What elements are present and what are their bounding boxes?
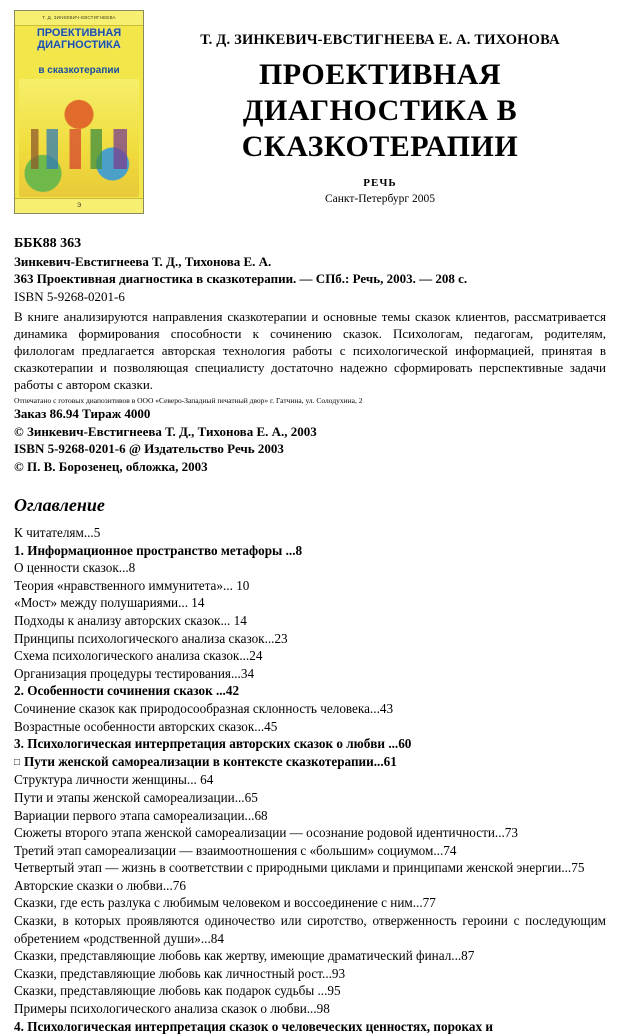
toc-item: Авторские сказки о любви...76	[14, 877, 186, 893]
toc-item: О ценности сказок...8	[14, 560, 136, 576]
bbk-code: ББК88 363	[14, 236, 82, 251]
isbn-publisher: ISBN 5-9268-0201-6 @ Издательство Речь 2003	[14, 441, 284, 456]
toc-item: Сказки, представляющие любовь как личностный рост...93	[14, 965, 346, 981]
order-print-run: Заказ 86.94 Тираж 4000	[14, 406, 151, 421]
toc-item: 3. Психологическая интерпретация авторских сказок о любви ...60	[14, 736, 412, 752]
toc-item: Сказки, представляющие любовь как подарок судьбы ...95	[14, 983, 341, 999]
printing-house-note: Отпечатано с готовых диапозитивов в ООО «Северо-Западный печатный двор» г. Гатчина, ул. Солодухина, 2	[14, 396, 363, 405]
toc-item: Третий этап самореализации — взаимоотношения с «большим» социумом...74	[14, 842, 457, 858]
imprint-block	[14, 236, 606, 475]
toc-item: Сочинение сказок как природосообразная склонность человека...43	[14, 700, 394, 716]
toc-item: Организация процедуры тестирования...34	[14, 665, 255, 681]
cover-footer: Э	[15, 198, 143, 213]
copyright-authors: © Зинкевич-Евстигнеева Т. Д., Тихонова Е. А., 2003	[14, 423, 317, 439]
title-block	[154, 10, 606, 205]
toc-item: Схема психологического анализа сказок...24	[14, 648, 263, 664]
toc-item: Подходы к анализу авторских сказок... 14	[14, 612, 247, 628]
city-year: Санкт-Петербург 2005	[324, 193, 435, 205]
annotation-text: В книге анализируются направления сказкотерапии и основные темы сказок клиентов, рассматривается динамика формирования способности к сочинению сказок. Психологам, педагогам, родителям, филологам предлагается авторская технология работы с психологической информацией, принятая в сказкотерапии и позволяющая специалисту достаточно надежно сформировать перспективные задачи работы с автором сказки.	[14, 309, 606, 392]
toc-item: Возрастные особенности авторских сказок...45	[14, 718, 278, 734]
cover-title: ПРОЕКТИВНАЯ ДИАГНОСТИКА	[36, 27, 122, 51]
cover-author-band: Т. Д. ЗИНКЕВИЧ-ЕВСТИГНЕЕВА	[15, 11, 143, 26]
toc-item: 1. Информационное пространство метафоры ...8	[14, 542, 303, 558]
authors-line: Т. Д. ЗИНКЕВИЧ-ЕВСТИГНЕЕВА Е. А. ТИХОНОВА	[200, 32, 560, 48]
toc-item: Пути и этапы женской самореализации...65	[14, 789, 258, 805]
toc-item: «Мост» между полушариями... 14	[14, 595, 205, 611]
toc-item: К читателям...5	[14, 525, 101, 540]
cover-artwork	[19, 79, 139, 197]
isbn-top: ISBN 5-9268-0201-6	[14, 288, 125, 304]
toc-item: Четвертый этап — жизнь в соответствии с природными циклами и принципами женской энергии...75	[14, 860, 585, 876]
contents-heading: Оглавление	[14, 495, 105, 515]
book-header	[14, 10, 606, 214]
toc-item: Теория «нравственного иммунитета»... 10	[14, 577, 250, 593]
page-title: ПРОЕКТИВНАЯ ДИАГНОСТИКА В СКАЗКОТЕРАПИИ	[241, 58, 519, 163]
publisher-name: РЕЧЬ	[363, 177, 397, 189]
toc-item: Сказки, в которых проявляются одиночество или сиротство, отверженность героини с последующим обретением «родственной души»...84	[14, 913, 606, 946]
toc-item: Сюжеты второго этапа женской самореализации — осознание родовой идентичности...73	[14, 825, 518, 841]
toc-item: 4. Психологическая интерпретация сказок о человеческих ценностях, пороках и	[14, 1018, 493, 1034]
cover-subtitle: в сказкотерапии	[38, 65, 120, 76]
table-of-contents	[14, 524, 606, 1035]
toc-item: Примеры психологического анализа сказок о любви...98	[14, 1001, 330, 1017]
toc-item: Сказки, представляющие любовь как жертву, имеющие драматический финал...87	[14, 948, 475, 964]
imprint-citation: 363 Проективная диагностика в сказкотерапии. — СПб.: Речь, 2003. — 208 с.	[14, 271, 468, 286]
book-cover-image	[14, 10, 144, 214]
toc-item: 2. Особенности сочинения сказок ...42	[14, 683, 240, 699]
copyright-cover-designer: © П. В. Борозенец, обложка, 2003	[14, 458, 208, 474]
toc-item: Структура личности женщины... 64	[14, 772, 214, 788]
toc-item: Принципы психологического анализа сказок...23	[14, 630, 288, 646]
imprint-authors: Зинкевич-Евстигнеева Т. Д., Тихонова Е. А.	[14, 253, 272, 269]
toc-item: Сказки, где есть разлука с любимым человеком и воссоединение с ним...77	[14, 895, 436, 911]
toc-item: Вариации первого этапа самореализации...68	[14, 807, 268, 823]
toc-item: □ Пути женской самореализации в контексте сказкотерапии...61	[14, 753, 606, 772]
